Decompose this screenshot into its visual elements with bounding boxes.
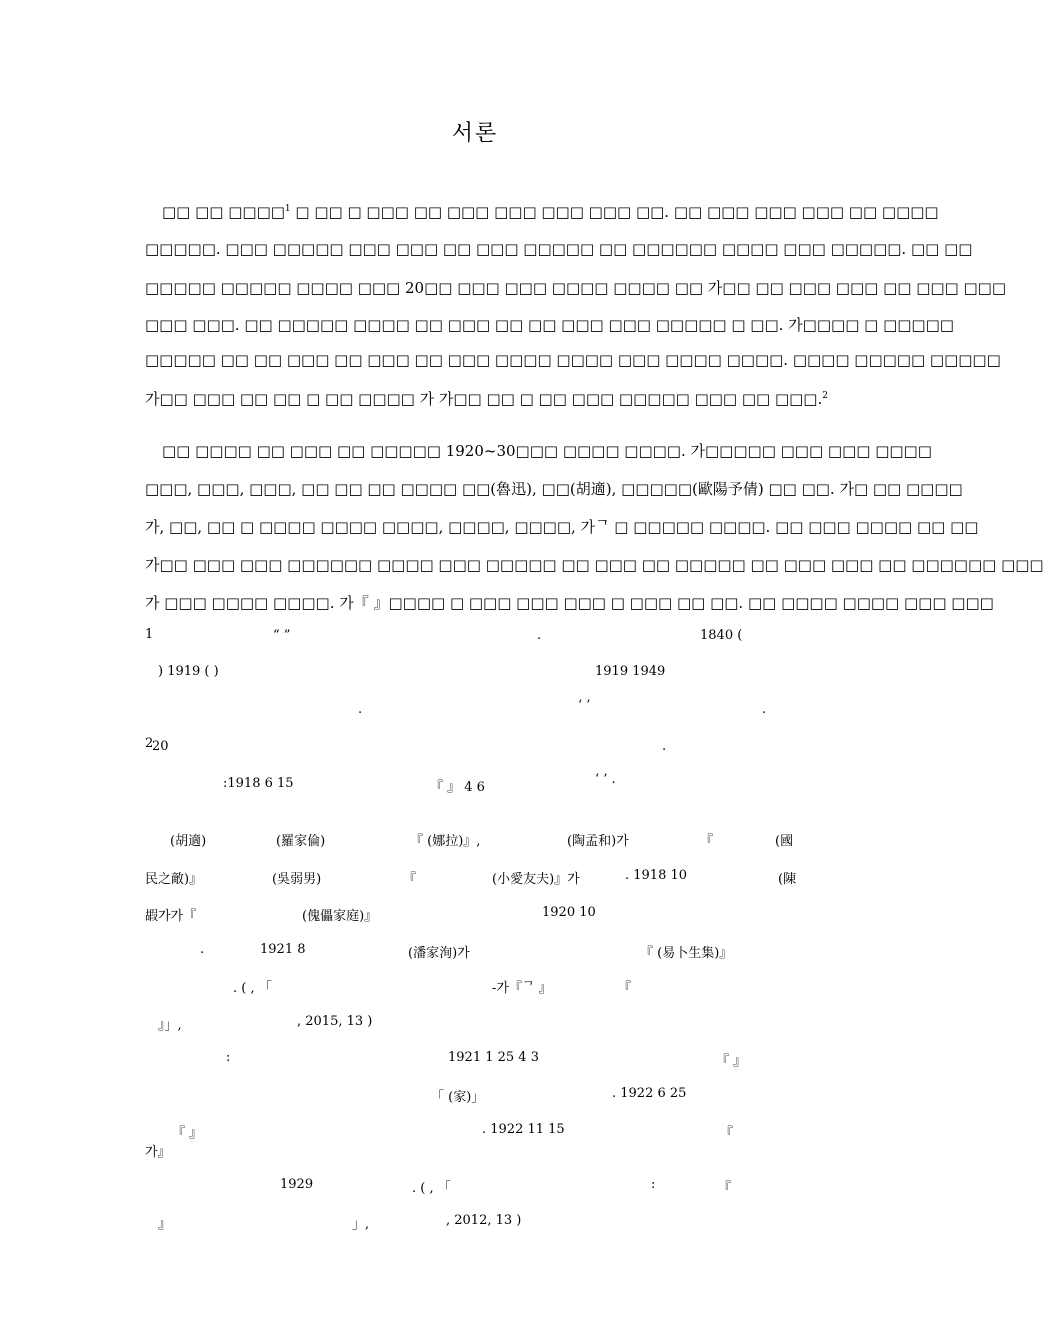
body-line bbox=[145, 351, 1001, 369]
footnote-fragment: 2 bbox=[145, 736, 154, 751]
body-line bbox=[145, 592, 994, 613]
footnote-fragment: (羅家倫) bbox=[276, 834, 326, 849]
footnote-fragment: :1918 6 15 bbox=[223, 776, 294, 791]
body-line-text: □ □□ □ □□□ □□ □□□ □□□ □□□ □□□ □□. □□ □□□ □□□ □□□ □□ □□□□ bbox=[290, 203, 939, 221]
body-line-text: 가, □□, □□ □ □□□□ □□□□ □□□□, □□□□, □□□□, 가ᄀ □ □□□□□ □□□□. □□ □□□ □□□□ □□ □□ bbox=[145, 518, 979, 536]
footnote-fragment: . ( , 「 bbox=[233, 981, 272, 996]
footnote-fragment: 『 bbox=[700, 834, 714, 849]
footnote-fragment: 』」, bbox=[158, 1018, 182, 1033]
footnote-fragment: ) 1919 ( ) bbox=[158, 664, 219, 679]
footnote-fragment: 1920 10 bbox=[542, 905, 596, 920]
body-line-text: □□ □□ □□□□ bbox=[162, 203, 285, 221]
footnote-fragment: 「 (家)」 bbox=[431, 1090, 485, 1105]
footnote-marker[interactable]: 1 bbox=[284, 204, 291, 214]
footnote-marker[interactable]: 2 bbox=[822, 391, 828, 401]
footnote-fragment: (國 bbox=[775, 834, 794, 849]
footnote-fragment: . bbox=[762, 702, 767, 717]
body-line-text: □□□□□ □□□□□ □□□□ □□□ 20□□ □□□ □□□ □□□□ □□□□ □□ 가□□ □□ □□□ □□□ □□ □□□ □□□ bbox=[145, 279, 1007, 297]
footnote-fragment: 『 (娜拉)』, bbox=[410, 834, 481, 849]
footnote-fragment: . ( , 「 bbox=[412, 1181, 451, 1196]
footnote-fragment: 『 bbox=[718, 1181, 732, 1196]
footnote-fragment: “ ” bbox=[273, 628, 291, 643]
body-line-text: □□□ □□□. □□ □□□□□ □□□□ □□ □□□ □□ □□ □□□ □□□ □□□□□ □ □□. 가□□□□ □ □□□□□ bbox=[145, 316, 954, 334]
footnote-fragment: 『 bbox=[403, 872, 417, 887]
body-line-text: □□□, □□□, □□□, □□ □□ □□ □□□□ □□(魯迅), □□(胡適), □□□□□(歐陽予倩) □□ □□. 가□ □□ □□□□ bbox=[145, 480, 963, 498]
footnote-fragment: 嘏가가『 bbox=[145, 909, 197, 924]
footnote-fragment: . 1922 6 25 bbox=[612, 1086, 687, 1101]
footnote-fragment: (陶孟和)가 bbox=[567, 834, 629, 849]
footnote-fragment: . 1918 10 bbox=[625, 868, 688, 883]
footnote-fragment: (小愛友夫)』가 bbox=[492, 872, 580, 887]
footnote-fragment: 1 bbox=[145, 627, 154, 642]
footnote-fragment: 』 bbox=[158, 1217, 172, 1232]
footnote-fragment: : bbox=[226, 1050, 231, 1065]
body-line-text: 가 □□□ □□□□ □□□□. 가『 』□□□□ □ □□□ □□□ □□□ □ □□□ □□ □□. □□ □□□□ □□□□ □□□ □□□ bbox=[145, 594, 994, 612]
footnote-fragment: , 2015, 13 ) bbox=[297, 1014, 373, 1029]
footnote-fragment: . bbox=[200, 942, 205, 957]
footnote-fragment: . 1922 11 15 bbox=[482, 1122, 565, 1137]
footnote-fragment: (傀儡家庭)』 bbox=[302, 909, 378, 924]
footnote-fragment: . bbox=[358, 702, 363, 717]
body-line bbox=[162, 440, 932, 461]
body-line bbox=[145, 478, 963, 499]
footnote-fragment: 1929 bbox=[280, 1177, 314, 1192]
body-line bbox=[145, 388, 828, 409]
body-line bbox=[145, 240, 972, 258]
body-line-text: 가□□ □□□ □□□ □□□□□□ □□□□ □□□ □□□□□ □□ □□□ □□ □□□□□ □□ □□□ □□□ □□ □□□□□□ □□□ bbox=[145, 556, 1044, 574]
body-line-text: □□ □□□□ □□ □□□ □□ □□□□□ 1920~30□□□ □□□□ □□□□. 가□□□□□ □□□ □□□ □□□□ bbox=[162, 442, 932, 460]
footnote-fragment: 民之敵)』 bbox=[145, 872, 203, 887]
footnote-fragment: 가』 bbox=[145, 1145, 171, 1160]
footnote-fragment: . bbox=[537, 628, 542, 643]
body-line bbox=[145, 516, 978, 537]
footnote-fragment: ‘ ’ bbox=[578, 698, 591, 713]
footnote-fragment: 『 (易卜生集)』 bbox=[640, 946, 733, 961]
footnote-fragment: 1840 ( bbox=[700, 628, 743, 643]
footnote-fragment: 『 bbox=[720, 1126, 734, 1141]
footnote-fragment: 1921 1 25 4 3 bbox=[448, 1050, 539, 1065]
footnote-fragment: (胡適) bbox=[170, 834, 207, 849]
footnote-fragment: 1919 1949 bbox=[595, 664, 666, 679]
body-line bbox=[162, 203, 939, 221]
footnote-fragment: . bbox=[662, 739, 667, 754]
footnote-fragment: -가『ᄀ 』 bbox=[492, 981, 552, 996]
body-line bbox=[145, 554, 1044, 575]
footnote-fragment: 1921 8 bbox=[260, 942, 306, 957]
footnote-fragment: 『 』 bbox=[716, 1054, 747, 1069]
footnote-fragment: (潘家洵)가 bbox=[408, 946, 470, 961]
footnote-fragment: 『 』 bbox=[172, 1126, 203, 1141]
body-line bbox=[145, 277, 1006, 298]
footnote-fragment: 」, bbox=[352, 1217, 370, 1232]
footnote-fragment: 『 bbox=[618, 981, 632, 996]
footnote-fragment: 『 』 4 6 bbox=[430, 780, 485, 795]
footnote-fragment: ‘ ’ . bbox=[595, 772, 616, 787]
body-line-text: □□□□□ □□ □□ □□□ □□ □□□ □□ □□□ □□□□ □□□□ □□□ □□□□ □□□□. □□□□ □□□□□ □□□□□ bbox=[145, 351, 1001, 369]
footnote-fragment: : bbox=[651, 1177, 656, 1192]
footnote-fragment: (陳 bbox=[778, 872, 797, 887]
footnote-fragment: , 2012, 13 ) bbox=[446, 1213, 522, 1228]
body-line-text: 가□□ □□□ □□ □□ □ □□ □□□□ 가 가□□ □□ □ □□ □□□ □□□□□ □□□ □□ □□□. bbox=[145, 390, 823, 408]
footnote-fragment: (吳弱男) bbox=[272, 872, 322, 887]
page-title: 서론 bbox=[451, 121, 499, 146]
footnote-fragment: 20 bbox=[152, 739, 169, 754]
body-line-text: □□□□□. □□□ □□□□□ □□□ □□□ □□ □□□ □□□□□ □□ □□□□□□ □□□□ □□□ □□□□□. □□ □□ bbox=[145, 240, 973, 258]
body-line bbox=[145, 314, 954, 335]
